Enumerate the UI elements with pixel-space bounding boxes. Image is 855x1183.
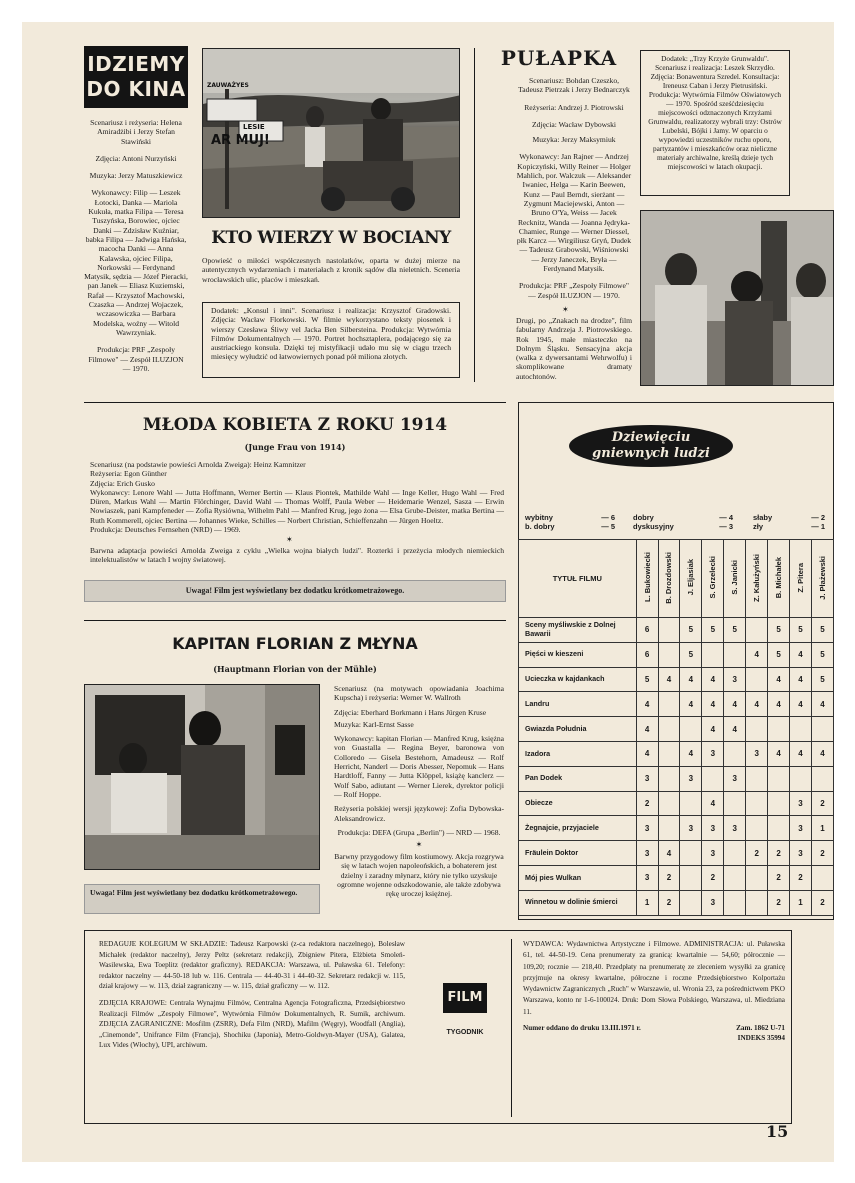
film-logo xyxy=(443,983,487,1013)
kapitan-description: Barwny przygodowy film kostiumowy. Akcja rozgrywa się w latach wojen napoleońskich, a bohaterem jest dzielny i zaradny młynarz, który nie tylko uzyskuje ogromne wojenne odszkodowanie, ale także zdobywa rękę uroczej księżnej. xyxy=(334,852,504,899)
legend-label: dobry xyxy=(633,513,654,522)
ratings-row xyxy=(519,816,834,841)
credit-line: Produkcja: DEFA (Grupa „Berlin") — NRD — 1968. xyxy=(337,827,501,837)
legend-label: b. dobry xyxy=(525,522,555,531)
score-cell xyxy=(658,692,680,717)
sign-big-text: AR MUJ! xyxy=(211,133,270,148)
film-logo-sub: TYGODNIK xyxy=(446,1029,484,1036)
critic-header xyxy=(724,540,746,618)
score-cell: 4 xyxy=(724,717,746,742)
credit-line: Muzyka: Karl-Ernst Sasse xyxy=(334,719,414,729)
score-cell xyxy=(746,791,768,816)
critic-header xyxy=(811,540,833,618)
legend-item xyxy=(525,522,615,531)
score-cell: 1 xyxy=(636,890,658,915)
score-cell: 4 xyxy=(790,642,812,667)
score-cell: 4 xyxy=(636,717,658,742)
colophon-print-line xyxy=(523,1024,785,1032)
score-cell: 2 xyxy=(658,865,680,890)
critic-name: Z. Pitera xyxy=(796,562,805,593)
critic-name: B. Drozdowski xyxy=(664,551,674,604)
legend-value: — 4 xyxy=(719,513,733,522)
critic-header xyxy=(746,540,768,618)
score-cell: 3 xyxy=(702,741,724,766)
legend-value: — 1 xyxy=(811,522,825,531)
score-cell: 3 xyxy=(636,865,658,890)
ratings-header-row xyxy=(519,540,834,618)
kapitan-subtitle: (Hauptmann Florian von der Mühle) xyxy=(213,664,377,674)
film-title: Sceny myśliwskie z Dolnej Bawarii xyxy=(519,618,637,643)
score-cell: 3 xyxy=(680,816,702,841)
score-cell xyxy=(724,791,746,816)
score-cell: 5 xyxy=(724,618,746,643)
score-cell xyxy=(746,816,768,841)
score-cell: 2 xyxy=(746,841,768,866)
score-cell xyxy=(790,766,812,791)
score-cell: 5 xyxy=(768,618,790,643)
score-cell xyxy=(680,791,702,816)
bociany-photo xyxy=(202,48,460,218)
score-cell: 4 xyxy=(768,741,790,766)
film-title: Mój pies Wulkan xyxy=(519,865,637,890)
critic-name: J. Eljasiak xyxy=(686,559,696,596)
legend-item xyxy=(525,513,615,522)
score-cell xyxy=(702,766,724,791)
film-title: Winnetou w dolinie śmierci xyxy=(519,890,637,915)
score-cell: 6 xyxy=(636,618,658,643)
score-cell: 4 xyxy=(702,667,724,692)
section-logo xyxy=(84,46,188,108)
logo-line-1: IDZIEMY xyxy=(87,52,185,76)
credit-line: Zdjęcia: Antoni Nurzyński xyxy=(95,153,177,163)
order-number: Zam. 1862 U-71 xyxy=(736,1024,785,1033)
critic-name: J. Płażewski xyxy=(817,555,827,600)
credit-line: Reżyseria polskiej wersji językowej: Zofia Dybowska-Aleksandrowicz. xyxy=(334,804,504,823)
ratings-row xyxy=(519,717,834,742)
legend-label: zły xyxy=(753,522,764,531)
score-cell: 2 xyxy=(768,841,790,866)
score-cell: 4 xyxy=(811,741,833,766)
colophon-left xyxy=(99,939,405,1051)
score-cell xyxy=(658,816,680,841)
score-cell: 4 xyxy=(746,692,768,717)
photo-scene xyxy=(641,211,834,386)
photo-scene xyxy=(85,685,320,870)
star-divider: ✶ xyxy=(286,535,293,544)
mloda-subtitle: (Junge Frau von 1914) xyxy=(244,442,346,452)
credit-line: Wykonawcy: Filip — Leszek Łotocki, Danka — Mariola Kukuła, matka Filipa — Teresa Tuszyńska, Borowiec, ojciec Danki — Zdzisław Kuźniar, babka Filipa — Jadwiga Hańska, macocha Danki — Anna Kalawska, ojciec Filipa, Norkowski — Ferdynand Matysik, sędzia — Józef Pieracki, pan Janek — Eliasz Kuziemski, Rafał — Krzysztof Machowski, Czaszka — Andrzej Wojaczek, wczasowiczka — Barbara Modelska, woźny — Witold Wawrzyniak. xyxy=(84,188,188,337)
critic-header xyxy=(658,540,680,618)
bociany-credits xyxy=(84,118,188,373)
score-cell xyxy=(680,717,702,742)
score-cell: 2 xyxy=(658,890,680,915)
film-title: Ucieczka w kajdankach xyxy=(519,667,637,692)
ratings-row xyxy=(519,791,834,816)
film-title: Fräulein Doktor xyxy=(519,841,637,866)
colophon-right xyxy=(523,939,785,1042)
film-title: Obiecze xyxy=(519,791,637,816)
score-cell xyxy=(768,766,790,791)
credit-line: Produkcja: PRF „Zespoły Filmowe" — Zespół ILUZJON — 1970. xyxy=(88,345,184,373)
page-number: 15 xyxy=(766,1122,789,1141)
score-cell: 2 xyxy=(811,791,833,816)
score-cell xyxy=(811,865,833,890)
score-cell: 4 xyxy=(790,667,812,692)
mloda-title: MŁODA KOBIETA Z ROKU 1914 xyxy=(142,415,448,435)
score-cell xyxy=(680,841,702,866)
kapitan-credits xyxy=(334,684,504,899)
score-cell xyxy=(768,791,790,816)
score-cell: 3 xyxy=(724,816,746,841)
score-cell: 4 xyxy=(790,741,812,766)
score-cell xyxy=(811,717,833,742)
film-title: Żegnajcie, przyjaciele xyxy=(519,816,637,841)
ratings-panel xyxy=(518,402,834,920)
score-cell xyxy=(724,741,746,766)
legend-value: — 6 xyxy=(601,513,615,522)
bociany-description: Opowieść o miłości współczesnych nastolatków, oparta w dużej mierze na autentycznych wydarzeniach i materiałach z kronik sądów dla nieletnich. Sceneria wrocławskich ulic, placów i mieszkań. xyxy=(202,256,460,284)
score-cell xyxy=(658,642,680,667)
score-cell: 3 xyxy=(746,741,768,766)
score-cell: 2 xyxy=(768,865,790,890)
score-cell: 3 xyxy=(702,816,724,841)
ratings-row xyxy=(519,865,834,890)
score-cell xyxy=(724,865,746,890)
critic-name: Z. Kałużyński xyxy=(752,553,762,602)
score-cell xyxy=(746,865,768,890)
score-cell: 5 xyxy=(811,618,833,643)
ratings-row xyxy=(519,741,834,766)
legend-label: dyskusyjny xyxy=(633,522,674,531)
score-cell xyxy=(680,890,702,915)
ratings-title-1: Dziewięciu xyxy=(611,430,691,445)
score-cell xyxy=(746,766,768,791)
score-cell xyxy=(702,642,724,667)
legend-col xyxy=(753,513,825,531)
ratings-title-badge xyxy=(569,425,733,467)
ratings-row xyxy=(519,642,834,667)
critic-header xyxy=(636,540,658,618)
legend-item xyxy=(633,522,733,531)
section-rule xyxy=(84,402,506,403)
critic-header xyxy=(768,540,790,618)
score-cell: 4 xyxy=(702,717,724,742)
score-cell: 3 xyxy=(636,766,658,791)
pulapka-title: PUŁAPKA xyxy=(500,46,618,70)
logo-line-2: DO KINA xyxy=(86,77,186,101)
score-cell: 2 xyxy=(768,890,790,915)
legend-value: — 2 xyxy=(811,513,825,522)
film-title: Landru xyxy=(519,692,637,717)
score-cell: 1 xyxy=(790,890,812,915)
score-cell xyxy=(658,618,680,643)
film-logo-text: FILM xyxy=(447,990,483,1005)
credit-line: Muzyka: Jerzy Maksymiuk xyxy=(532,135,616,145)
credit-line: Scenariusz (na motywach opowiadania Joachima Kupscha) i reżyseria: Werner W. Wallroth xyxy=(334,684,504,703)
score-cell: 4 xyxy=(702,692,724,717)
score-cell: 6 xyxy=(636,642,658,667)
mloda-credits: Scenariusz (na podstawie powieści Arnolda Zweiga): Heinz Kamnitzer Reżyseria: Egon Günther Zdjęcia: Erich Gusko Wykonawcy: Lenore Wahl — Jutta Hoffmann, Werner Bertin — Klaus Piontek, Mathilde Wahl — Inge Keller, Hugo Wahl — Fred Düren, Markus Wahl — Martin Flörchinger, David Wahl — Thomas Wolff, Paula Weber — Heidemarie Wenzel, Sasza — Erwin Nowiaszek, pani Kampfeneder — Zofia Rysiówna, Wilhelm Pahl — Manfred Krug, jego żona — Elsa Grube-Deister, matka Bertina — Ruth Kommerell, ojciec Bertina — Johannes Wieke, Schilles — Norbert Christian, Schieffenzahn — Jürgen Hoeltz. Produkcja: Deutsches Fernsehen (NRD) — 1969. xyxy=(90,460,504,535)
score-cell xyxy=(746,890,768,915)
score-cell xyxy=(746,717,768,742)
score-cell: 5 xyxy=(636,667,658,692)
kapitan-title: KAPITAN FLORIAN Z MŁYNA xyxy=(172,634,418,653)
score-cell: 3 xyxy=(702,841,724,866)
critic-header xyxy=(680,540,702,618)
score-cell: 3 xyxy=(724,667,746,692)
film-column-header: TYTUŁ FILMU xyxy=(519,540,637,618)
credit-line: Wykonawcy: kapitan Florian — Manfred Krug, księżna von Guastalla — Regina Beyer, baronowa von Colloredo — Gisela Bestehorn, Amadeusz — Rolf Herricht, Nanderl — Doris Abesser, Nepomuk — Hans Hardtloff, Fanny — Jutta Klöppel, książę kanclerz — Wolf Sabo, adiutant — Werner Lierek, dyrektor policji — Rolf Hoppe. xyxy=(334,734,504,799)
film-title: Izadora xyxy=(519,741,637,766)
legend-label: słaby xyxy=(753,513,773,522)
score-cell xyxy=(658,791,680,816)
score-cell xyxy=(658,717,680,742)
credit-line: Zdjęcia: Wacław Dybowski xyxy=(531,119,617,129)
score-cell: 4 xyxy=(636,741,658,766)
score-cell: 5 xyxy=(680,618,702,643)
legend-label: wybitny xyxy=(525,513,553,522)
colophon-editorial: REDAGUJE KOLEGIUM W SKŁADZIE: Tadeusz Karpowski (z-ca redaktora naczelnego), Bolesław Michałek (redaktor naczelny), Jerzy Peltz (sekretarz redakcji), Zbigniew Pitera, Elżbieta Smoleń-Wasilewska, Ewa Toeplitz (redaktor graficzny). REDAKCJA: Warszawa, ul. Puławska 61. Telefony: redaktor naczelny — 44-50-18 lub w. 116. Centrala — 44-40-31 i 44-40-32. Sekretarz redakcji w. 115, dział krajowy — w. 113, dział zagraniczny — w. 115, dział graficzny — w. 112. xyxy=(99,940,405,991)
score-cell: 2 xyxy=(790,865,812,890)
legend-col xyxy=(525,513,615,531)
film-title: Pan Dodek xyxy=(519,766,637,791)
bociany-extra: Dodatek: „Konsul i inni". Scenariusz i realizacja: Krzysztof Gradowski. Zdjęcia: Wacław Florkowski. W filmie wykorzystano teksty piosenek i wierszy Czesława Śliwy vel Jacka Ben Silbersteina. Produkcja: Wytwórnia Filmów Dokumentalnych — 1970. Portret hochsztaplera, podającego się za austriackiego konsula. Dzięki tej mistyfikacji udało mu się w ciągu trzech miesięcy wyłudzić od łatwowiernych ponad pół miliona złotych. xyxy=(211,306,451,362)
pulapka-description: Drugi, po „Znakach na drodze", film fabularny Andrzeja J. Piotrowskiego. Rok 1945, małe miasteczko na Dolnym Śląsku. Sensacyjna akcja (walka z dywersantami Wehrwolfu) i skomplikowane dramaty autochtonów. xyxy=(516,316,632,381)
score-cell: 3 xyxy=(790,791,812,816)
mloda-note: Uwaga! Film jest wyświetlany bez dodatku krótkometrażowego. xyxy=(185,586,405,595)
sign-mid-text: LESIE xyxy=(243,123,265,131)
score-cell: 3 xyxy=(790,841,812,866)
score-cell: 4 xyxy=(636,692,658,717)
kapitan-note-bar xyxy=(84,884,320,914)
ratings-row xyxy=(519,667,834,692)
score-cell xyxy=(790,717,812,742)
star-divider: ✶ xyxy=(562,305,569,314)
kapitan-note: Uwaga! Film jest wyświetlany bez dodatku krótkometrażowego. xyxy=(90,888,298,897)
score-cell: 3 xyxy=(636,841,658,866)
score-cell: 4 xyxy=(680,667,702,692)
score-cell: 2 xyxy=(636,791,658,816)
score-cell: 2 xyxy=(811,890,833,915)
score-cell: 3 xyxy=(702,890,724,915)
colophon-photos: ZDJĘCIA KRAJOWE: Centrala Wynajmu Filmów, Centralna Agencja Fotograficzna, Przedsiębiorstwo Realizacji Filmów „Zespoły Filmowe", Wytwórnia Filmów Dokumentalnych, R. Sumik, archiwum. ZDJĘCIA ZAGRANICZNE: Mosfilm (ZSRR), Defa Film (NRD), Mafilm (Węgry), Woodfall (Anglia), „Cinemonde", Unifrance Film (Francja), Shochiku (Japonia), Metro-Goldwyn-Mayer (USA), Galatea, Lux Vides (Włochy), UPI, archiwum. xyxy=(99,998,405,1050)
score-cell: 4 xyxy=(790,692,812,717)
critic-name: L. Bukowiecki xyxy=(642,552,652,603)
credit-line: Zdjęcia: Eberhard Borkmann i Hans Jürgen Kruse xyxy=(334,707,487,717)
credit-line: Wykonawcy: Jan Rajner — Andrzej Kopiczyński, Willy Reiner — Holger Mahlich, por. Walczuk — Aleksander Iwaniec, Helga — Karin Beewen, Kunz — Paul Berndt, sierżant — Zygmunt Maciejewski, Anton — Bruno O'Ya, Weiss — Jacek Recknitz, Wanda — Joanna Jędryka-Chamiec, Runge — Werner Diessel, płk Karcz — Wirgiliusz Gryń, Dudek — Tadeusz Grabowski, Wiśniowski — Jerzy Janeczek, Bryła — Ferdynand Matysik. xyxy=(516,152,632,274)
legend-item xyxy=(753,522,825,531)
credit-line: Scenariusz i reżyseria: Helena Amiradżibi i Jerzy Stefan Stawiński xyxy=(90,118,182,146)
credit-line: Produkcja: PRF „Zespoły Filmowe" — Zespół ILUZJON — 1970. xyxy=(518,281,630,300)
score-cell: 5 xyxy=(811,642,833,667)
pulapka-credits xyxy=(516,76,632,300)
score-cell: 5 xyxy=(680,642,702,667)
bociany-extra-box xyxy=(202,302,460,378)
score-cell: 4 xyxy=(768,692,790,717)
score-cell xyxy=(746,667,768,692)
score-cell: 3 xyxy=(636,816,658,841)
score-cell xyxy=(724,642,746,667)
credit-line: Muzyka: Jerzy Matuszkiewicz xyxy=(89,171,183,181)
ratings-table xyxy=(518,539,834,916)
column-rule xyxy=(511,939,512,1117)
mloda-description: Barwna adaptacja powieści Arnolda Zweiga z cyklu „Wielka wojna białych ludzi". Rozterki i przeżycia młodych niemieckich intelektualistów w latach I wojny światowej. xyxy=(90,546,504,565)
score-cell xyxy=(658,741,680,766)
ratings-row xyxy=(519,766,834,791)
score-cell: 1 xyxy=(811,816,833,841)
score-cell: 4 xyxy=(746,642,768,667)
score-cell: 4 xyxy=(702,791,724,816)
score-cell xyxy=(811,766,833,791)
ratings-row xyxy=(519,618,834,643)
ratings-title-2: gniewnych ludzi xyxy=(592,446,710,461)
score-cell: 5 xyxy=(790,618,812,643)
score-cell xyxy=(724,841,746,866)
score-cell: 3 xyxy=(680,766,702,791)
score-cell: 4 xyxy=(680,692,702,717)
score-cell: 5 xyxy=(768,642,790,667)
score-cell xyxy=(680,865,702,890)
critic-name: B. Michałek xyxy=(774,556,784,599)
mloda-note-bar xyxy=(84,580,506,602)
film-title: Gwiazda Południa xyxy=(519,717,637,742)
score-cell xyxy=(746,618,768,643)
kapitan-photo xyxy=(84,684,320,870)
critic-name: S. Janicki xyxy=(730,560,740,595)
ratings-row xyxy=(519,890,834,915)
section-rule xyxy=(84,620,506,621)
sign-top-text: ZAUWAŻYES xyxy=(207,82,249,89)
score-cell: 4 xyxy=(768,667,790,692)
pulapka-photo xyxy=(640,210,834,386)
magazine-page xyxy=(22,22,834,1162)
score-cell: 2 xyxy=(811,841,833,866)
credit-line: Reżyseria: Andrzej J. Piotrowski xyxy=(524,102,624,112)
star-divider: ✶ xyxy=(415,840,423,850)
score-cell: 3 xyxy=(724,766,746,791)
critic-name: S. Grzelecki xyxy=(708,556,718,599)
score-cell xyxy=(724,890,746,915)
column-rule xyxy=(474,48,475,382)
score-cell: 5 xyxy=(811,667,833,692)
pulapka-extra-box xyxy=(640,50,790,196)
score-cell xyxy=(768,816,790,841)
print-date: Numer oddano do druku 13.III.1971 r. xyxy=(523,1024,641,1033)
film-title: Pięści w kieszeni xyxy=(519,642,637,667)
score-cell xyxy=(658,766,680,791)
score-cell: 4 xyxy=(680,741,702,766)
bociany-title: KTO WIERZY W BOCIANY xyxy=(211,228,451,248)
colophon-publisher: WYDAWCA: Wydawnictwa Artystyczne i Filmowe. ADMINISTRACJA: ul. Puławska 61, tel. 44-50-19. Cena prenumeraty za granicą: kwartalnie — 54,60; półrocznie — 109,20; rocznie — 218,40. Przedpłaty na prenumeratę ze zleceniem wysyłki za granicę przyjmuje na okresy kwartalne, półroczne i roczne Przedsiębiorstwo Kolportażu Wydawnictw Zagranicznych „Ruch" w Warszawie, ul. Wronia 23, za pośrednictwem PKO Warszawa, konto nr 1-6-100024. Druk: Dom Słowa Polskiego, Warszawa, ul. Miedziana 11. xyxy=(523,940,785,1016)
pulapka-extra: Dodatek: „Trzy Krzyże Grunwaldu". Scenariusz i realizacja: Leszek Skrzydło. Zdjęcia: Bonawentura Szredel. Konsultacja: Ireneusz Caban i Jerzy Pietrusiński. Produkcja: Wytwórnia Filmów Oświatowych — 1970. Spośród sześćdziesięciu miejscowości odznaczonych Krzyżami Grunwaldu, realizatorzy wybrali trzy: Ostrów Lubelski, Bójki i Jamy. W oparciu o wypowiedzi uczestników ruchu oporu, partyzantów i mieszkańców oraz nieliczne materiały archiwalne, kreślą dzieje tych miejscowości w latach okupacji. xyxy=(648,54,782,171)
legend-value: — 5 xyxy=(601,522,615,531)
score-cell: 4 xyxy=(658,667,680,692)
credit-line: Scenariusz: Bohdan Czeszko, Tadeusz Pietrzak i Jerzy Bednarczyk xyxy=(518,76,630,95)
score-cell xyxy=(768,717,790,742)
score-cell: 4 xyxy=(811,692,833,717)
colophon-box xyxy=(84,930,792,1124)
critic-header xyxy=(790,540,812,618)
score-cell: 4 xyxy=(658,841,680,866)
ratings-row xyxy=(519,692,834,717)
index-number: INDEKS 35994 xyxy=(737,1034,785,1043)
score-cell: 2 xyxy=(702,865,724,890)
legend-item xyxy=(633,513,733,522)
score-cell: 5 xyxy=(702,618,724,643)
legend-item xyxy=(753,513,825,522)
legend-col xyxy=(633,513,733,531)
score-cell: 4 xyxy=(724,692,746,717)
critic-header xyxy=(702,540,724,618)
legend-value: — 3 xyxy=(719,522,733,531)
score-cell: 3 xyxy=(790,816,812,841)
ratings-row xyxy=(519,841,834,866)
